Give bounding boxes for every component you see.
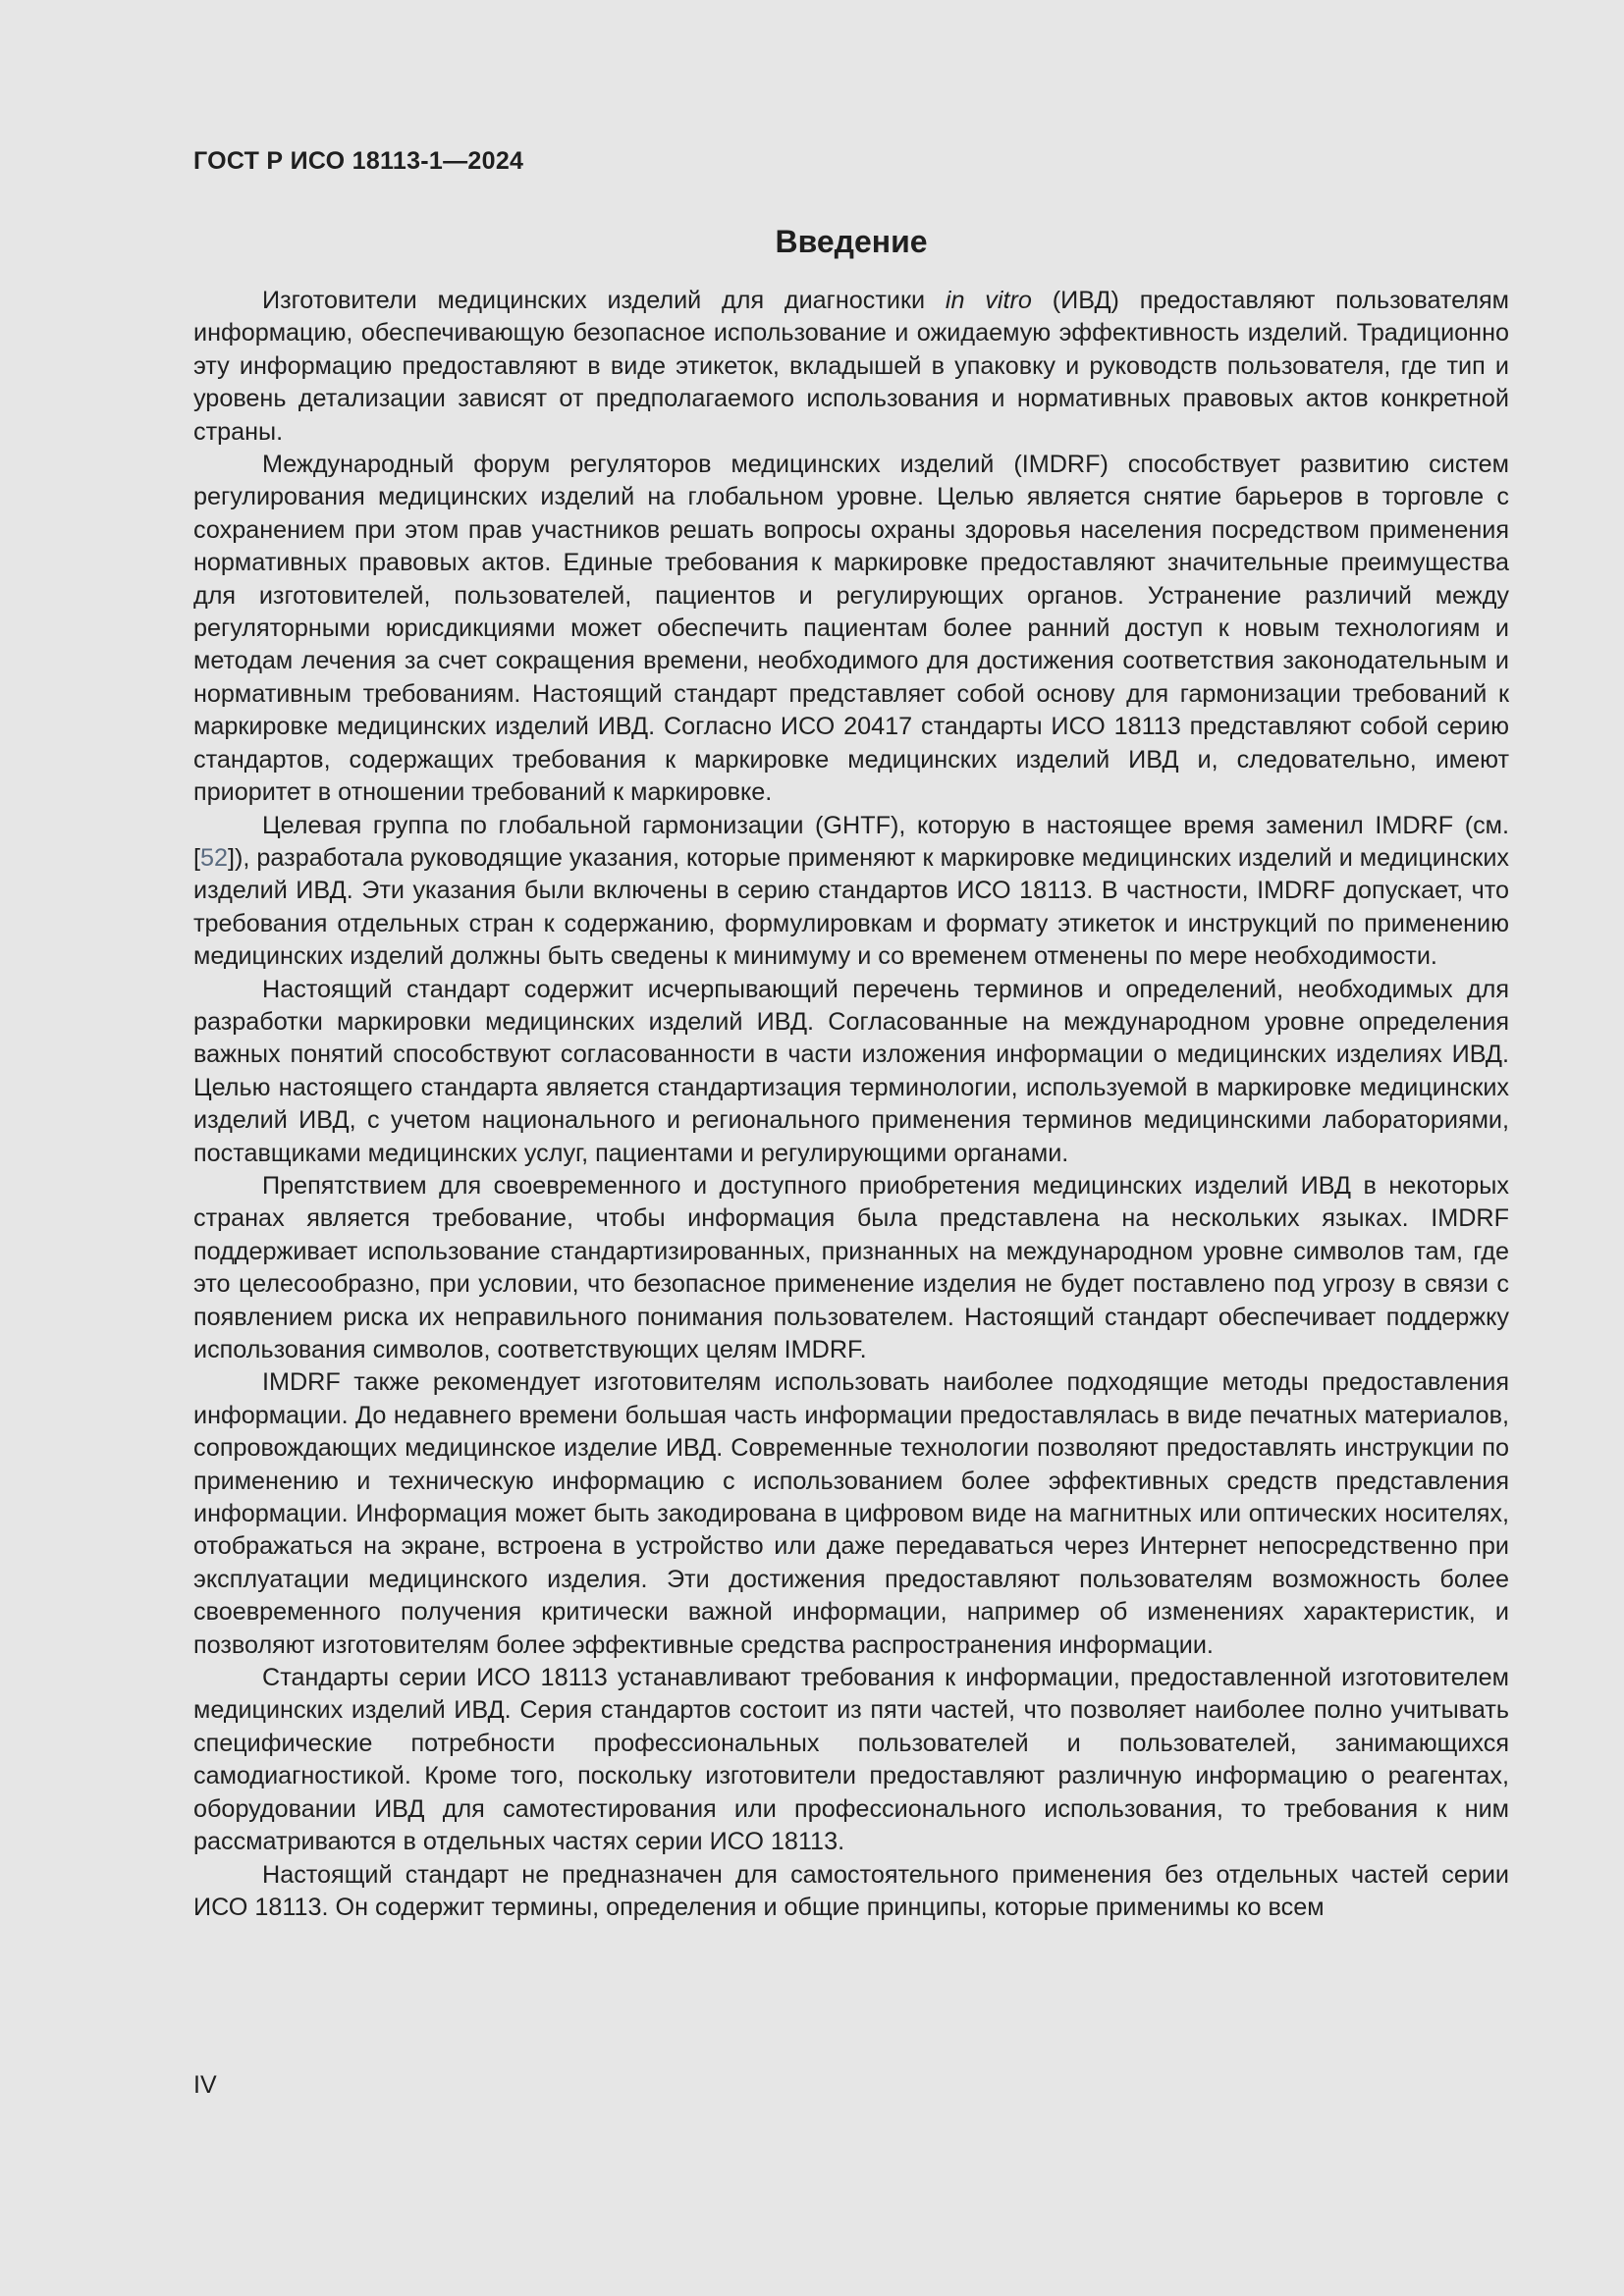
paragraph-1-text-a: Изготовители медицинских изделий для диагностики <box>262 287 946 314</box>
paragraph-7: Стандарты серии ИСО 18113 устанавливают требования к информации, предоставленной изготовителем медицинских изделий ИВД. Серия стандартов состоит из пяти частей, что позволяет наиболее полно учитывать специфические потребности профессиональных пользователей и пользователей, занимающихся самодиагностикой. Кроме того, поскольку изготовители предоставляют различную информацию о реагентах, оборудовании ИВД для самотестирования или профессионального использования, то требования к ним рассматриваются в отдельных частях серии ИСО 18113. <box>193 1664 1509 1856</box>
paragraph-1-italic-term: in vitro <box>945 287 1032 314</box>
paragraph-3-text-a: Целевая группа по глобальной гармонизации (GHTF), которую в настоящее время заменил IMDRF (см. [ <box>193 811 1509 872</box>
paragraph-1-text-b: (ИВД) предоставляют пользователям информацию, обеспечивающую безопасное использование и ожидаемую эффективность изделий. Традиционно эту информацию предоставляют в виде этикеток, вкладышей в упаковку и руководств пользователя, где тип и уровень детализации зависят от предполагаемого использования и нормативных правовых актов конкретной страны. <box>193 287 1509 446</box>
paragraph-4: Настоящий стандарт содержит исчерпывающий перечень терминов и определений, необходимых для разработки маркировки медицинских изделий ИВД. Согласованные на международном уровне определения важных понятий способствуют согласованности в части изложения информации о медицинских изделиях ИВД. Целью настоящего стандарта является стандартизация терминологии, используемой в маркировке медицинских изделий ИВД, с учетом национального и регионального применения терминов медицинскими лабораториями, поставщиками медицинских услуг, пациентами и регулирующими органами. <box>193 975 1509 1167</box>
bibliography-reference-link[interactable]: 52 <box>200 843 229 872</box>
paragraph-1 <box>193 285 1509 449</box>
paragraph-5: Препятствием для своевременного и доступного приобретения медицинских изделий ИВД в некоторых странах является требование, чтобы информация была представлена на нескольких языках. IMDRF поддерживает использование стандартизированных, признанных на международном уровне символов там, где это целесообразно, при условии, что безопасное применение изделия не будет поставлено под угрозу в связи с появлением риска их неправильного понимания пользователем. Настоящий стандарт обеспечивает поддержку использования символов, соответствующих целям IMDRF. <box>193 1171 1509 1363</box>
paragraph-3 <box>193 810 1509 974</box>
paragraph-8: Настоящий стандарт не предназначен для самостоятельного применения без отдельных частей серии ИСО 18113. Он содержит термины, определения и общие принципы, которые применимы ко всем <box>193 1860 1509 1921</box>
paragraph-2: Международный форум регуляторов медицинских изделий (IMDRF) способствует развитию систем регулирования медицинских изделий на глобальном уровне. Целью является снятие барьеров в торговле с сохранением при этом прав участников решать вопросы охраны здоровья населения посредством применения нормативных правовых актов. Единые требования к маркировке предоставляют значительные преимущества для изготовителей, пользователей, пациентов и регулирующих органов. Устранение различий между регуляторными юрисдикциями может обеспечить пациентам более ранний доступ к новым технологиям и методам лечения за счет сокращения времени, необходимого для достижения соответствия законодательным и нормативным требованиям. Настоящий стандарт представляет собой основу для гармонизации требований к маркировке медицинских изделий ИВД. Согласно ИСО 20417 стандарты ИСО 18113 представляют собой серию стандартов, содержащих требования к маркировке медицинских изделий ИВД и, следовательно, имеют приоритет в отношении требований к маркировке. <box>193 451 1509 807</box>
paragraph-6: IMDRF также рекомендует изготовителям использовать наиболее подходящие методы предоставления информации. До недавнего времени большая часть информации предоставлялась в виде печатных материалов, сопровождающих медицинское изделие ИВД. Современные технологии позволяют предоставлять инструкции по применению и техническую информацию с использованием более эффективных средств представления информации. Информация может быть закодирована в цифровом виде на магнитных или оптических носителях, отображаться на экране, встроена в устройство или даже передаваться через Интернет непосредственно при эксплуатации медицинского изделия. Эти достижения предоставляют пользователям возможность более своевременного получения критически важной информации, например об изменениях характеристик, и позволяют изготовителям более эффективные средства распространения информации. <box>193 1368 1509 1659</box>
section-title: Введение <box>775 224 928 259</box>
paragraph-3-text-b: ]), разработала руководящие указания, которые применяют к маркировке медицинских изделий и медицинских изделий ИВД. Эти указания были включены в серию стандартов ИСО 18113. В частности, IMDRF допускает, что требования отдельных стран к содержанию, формулировкам и формату этикеток и инструкций по применению медицинских изделий должны быть сведены к минимуму и со временем отменены по мере необходимости. <box>193 843 1509 971</box>
standard-code-header: ГОСТ Р ИСО 18113-1—2024 <box>193 147 524 175</box>
page-number: IV <box>193 2071 217 2099</box>
body-text <box>193 285 1509 1924</box>
